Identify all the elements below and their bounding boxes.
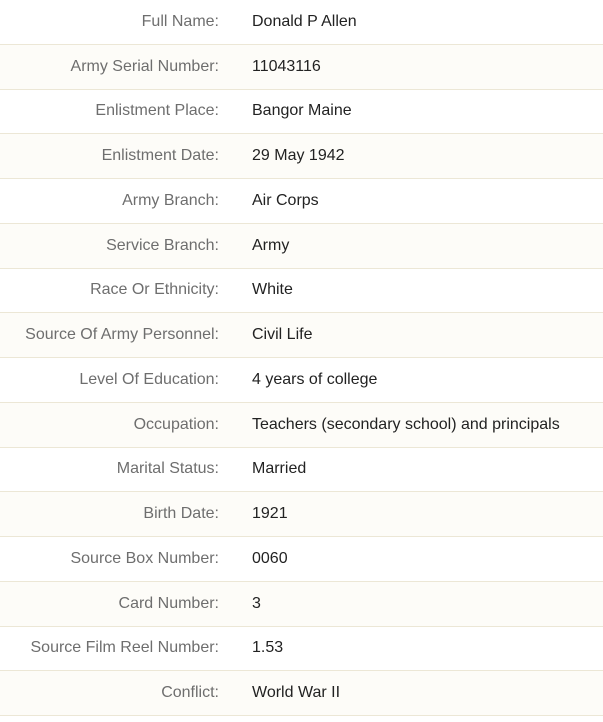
record-row-card-number (0, 582, 603, 627)
record-row-marital-status (0, 448, 603, 493)
field-value: 0060 (252, 549, 288, 567)
record-row-occupation (0, 403, 603, 448)
record-row-source-box-number (0, 537, 603, 582)
field-label: Race Or Ethnicity: (90, 281, 219, 299)
record-row-army-branch (0, 179, 603, 224)
record-row-enlistment-place (0, 90, 603, 135)
field-value: 1.53 (252, 639, 284, 657)
field-label: Level Of Education: (79, 370, 219, 388)
field-value: Bangor Maine (252, 102, 352, 120)
field-label: Source Of Army Personnel: (25, 326, 219, 344)
field-label: Full Name: (141, 12, 219, 30)
field-label: Marital Status: (116, 460, 219, 478)
record-row-race-or-ethnicity (0, 269, 603, 314)
field-label: Army Serial Number: (70, 57, 219, 75)
record-row-conflict (0, 671, 603, 716)
field-value: White (252, 281, 293, 299)
field-value: 4 years of college (252, 370, 378, 388)
record-row-enlistment-date (0, 134, 603, 179)
record-row-source-film-reel-number (0, 627, 603, 672)
record-row-birth-date (0, 492, 603, 537)
field-value: 29 May 1942 (252, 147, 345, 165)
field-label: Occupation: (133, 415, 219, 433)
field-label: Source Box Number: (70, 549, 219, 567)
field-label: Card Number: (118, 594, 219, 612)
field-value: Married (252, 460, 307, 478)
field-value: Donald P Allen (252, 12, 357, 30)
field-value: 3 (252, 594, 261, 612)
field-label: Source Film Reel Number: (30, 639, 219, 657)
field-value: 11043116 (252, 57, 321, 75)
field-value: Army (252, 236, 290, 254)
record-row-army-serial-number (0, 45, 603, 90)
field-label: Army Branch: (122, 191, 219, 209)
field-label: Birth Date: (143, 505, 219, 523)
field-value: Teachers (secondary school) and principals (252, 415, 560, 433)
record-row-full-name (0, 0, 603, 45)
record-row-level-of-education (0, 358, 603, 403)
record-row-source-of-army-personnel (0, 313, 603, 358)
field-label: Service Branch: (106, 236, 219, 254)
field-label: Enlistment Date: (101, 147, 219, 165)
record-row-service-branch (0, 224, 603, 269)
field-value: World War II (252, 684, 341, 702)
field-value: 1921 (252, 505, 288, 523)
field-value: Air Corps (252, 191, 319, 209)
field-label: Conflict: (161, 684, 219, 702)
field-value: Civil Life (252, 326, 313, 344)
field-label: Enlistment Place: (95, 102, 219, 120)
